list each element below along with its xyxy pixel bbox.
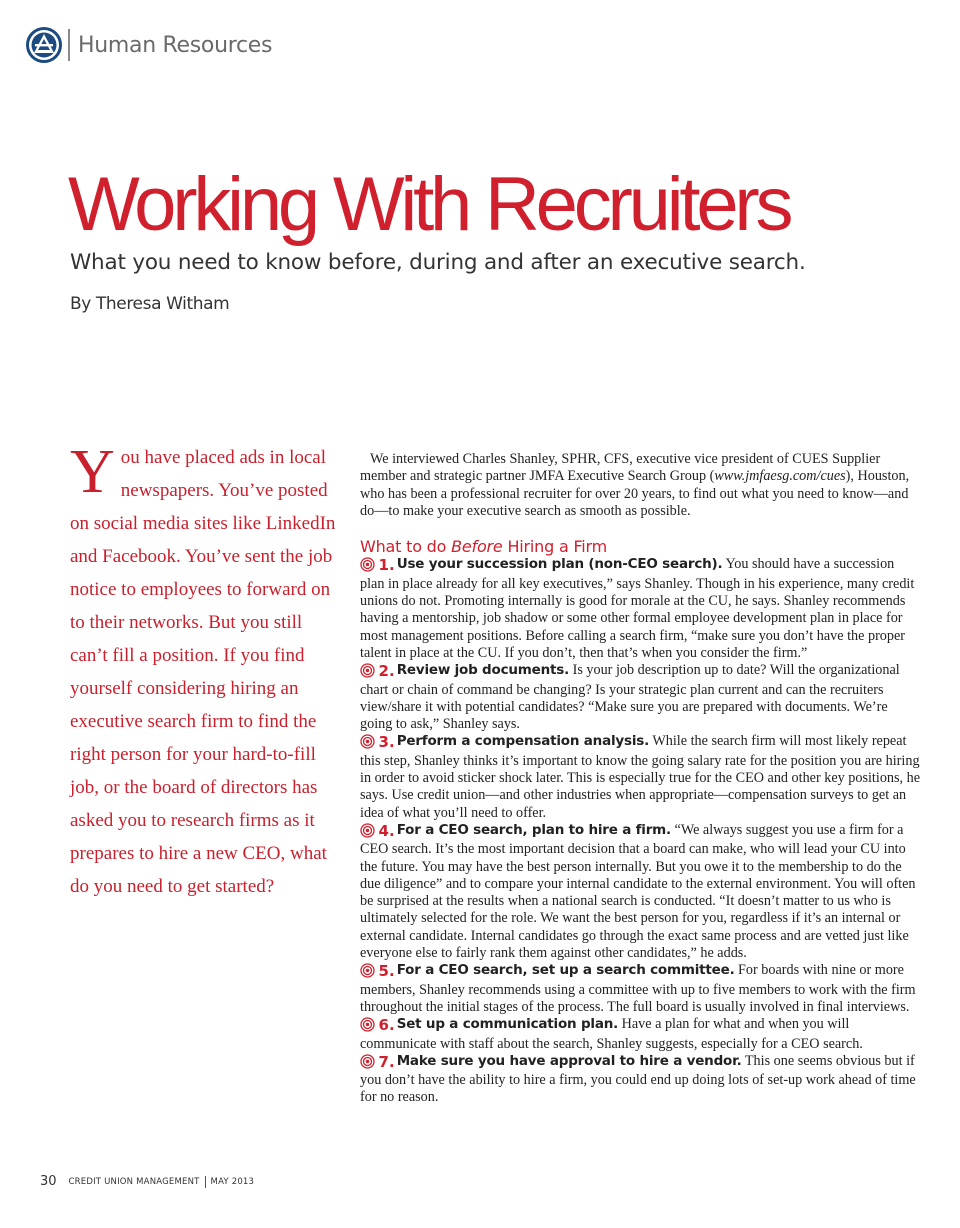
- step-title: For a CEO search, set up a search committee.: [396, 962, 735, 979]
- article-deck: What you need to know before, during and after an executive search.: [70, 250, 806, 275]
- step-5: [360, 962, 920, 1016]
- step-title: Perform a compensation analysis.: [396, 733, 650, 750]
- subhead-suffix: Hiring a Firm: [502, 537, 608, 557]
- header-divider: [68, 29, 70, 61]
- step-text: You should have a succession plan in place already for all key executives,” says Shanley. Though in his experience, many credit unions do not. Promoting internally is good for morale at the CU, he says. Shanley recommends having a mentorship, job shadow or some other formal employee development plan in place for most management positions. Before calling a search firm, “make sure you don’t have the proper talent in place at the CU. If you don’t, then that’s when you consider the firm.”: [360, 556, 915, 661]
- step-bullet: [360, 823, 397, 841]
- target-icon: [360, 663, 375, 678]
- page-footer: [40, 1174, 254, 1189]
- target-icon: [360, 1017, 375, 1032]
- step-text: Is your job description up to date? Will the organizational chart or chain of command be changing? Is your strategic plan current and can the recruiters view/share it with potential candidates? “Make sure you are prepared with documents. We’re going to ask,” Shanley says.: [360, 662, 900, 733]
- step-number: 5.: [378, 962, 395, 981]
- step-title: Set up a communication plan.: [396, 1016, 619, 1033]
- step-bullet: [360, 734, 397, 752]
- step-number: 3.: [378, 733, 395, 752]
- intro-url-link[interactable]: www.jmfaesg.com/cues: [714, 468, 846, 485]
- step-bullet: [360, 557, 397, 575]
- step-3: [360, 733, 920, 821]
- section-subhead: [360, 538, 920, 555]
- step-bullet: [360, 1017, 397, 1035]
- pull-quote-text: ou have placed ads in local newspapers. You’ve posted on social media sites like LinkedIn and Facebook. You’ve sent the job notice to employees to forward on to their networks. But you still can’t fill a position. If you find yourself considering hiring an executive search firm to find the right person for your hard-to-fill job, or the board of directors has asked you to research firms as it prepares to hire a new CEO, what do you need to get started?: [70, 447, 336, 897]
- step-title: Make sure you have approval to hire a vendor.: [396, 1052, 742, 1069]
- publication-name: CREDIT UNION MANAGEMENT: [68, 1176, 200, 1187]
- page-number: 30: [40, 1174, 57, 1189]
- target-icon: [360, 557, 375, 572]
- cues-logo-icon: [26, 27, 62, 63]
- target-icon: [360, 963, 375, 978]
- step-text: While the search firm will most likely repeat this step, Shanley thinks it’s important to know the going salary rate for the position you are hiring in order to avoid sticker shock later. This is especially true for the CEO and other key positions, he says. Use credit union—and other industries when appropriate—compensation surveys to get an idea of what you’ll need to offer.: [360, 733, 921, 821]
- step-number: 4.: [378, 821, 395, 840]
- step-text: For boards with nine or more members, Shanley recommends using a committee with up to five members to work with the firm throughout the initial stages of the process. The full board is usually involved in final interviews.: [360, 962, 916, 1015]
- step-text: This one seems obvious but if you don’t have the ability to hire a firm, you could end up doing lots of set-up work ahead of time for no reason.: [360, 1052, 916, 1106]
- step-7: [360, 1053, 920, 1107]
- step-bullet: [360, 663, 397, 681]
- target-icon: [360, 823, 375, 838]
- article-title: Working With Recruiters: [68, 162, 790, 247]
- target-icon: [360, 1054, 375, 1069]
- issue-date: MAY 2013: [210, 1176, 255, 1187]
- step-title: Review job documents.: [396, 662, 570, 679]
- step-bullet: [360, 1054, 397, 1072]
- drop-cap: Y: [70, 438, 115, 506]
- section-title: Human Resources: [78, 32, 273, 58]
- step-2: [360, 662, 920, 733]
- article-body: [360, 451, 920, 1107]
- step-title: Use your succession plan (non-CEO search).: [396, 556, 723, 573]
- step-bullet: [360, 963, 397, 981]
- step-number: 1.: [378, 556, 395, 575]
- intro-text-before: We interviewed Charles Shanley, SPHR, CFS, executive vice president of CUES Supplier member and strategic partner JMFA Executive Search Group (: [360, 451, 881, 485]
- step-text: Have a plan for what and when you will communicate with staff about the search, Shanley suggests, especially for a CEO search.: [360, 1016, 863, 1052]
- step-title: For a CEO search, plan to hire a firm.: [396, 821, 671, 838]
- intro-paragraph: [360, 451, 920, 520]
- step-number: 6.: [378, 1016, 395, 1035]
- target-icon: [360, 734, 375, 749]
- subhead-emphasis: Before: [451, 537, 503, 557]
- step-4: [360, 822, 920, 962]
- pull-quote: [70, 438, 340, 903]
- section-header: [26, 26, 272, 64]
- step-text: “We always suggest you use a firm for a CEO search. It’s the most important decision that a board can make, who will lead your CU into the future. You may have the best person internally. But you owe it to the membership to do the due diligence” and to compare your internal candidate to the external environment. You will often be surprised at the results when a national search is conducted. “It doesn’t matter to us who is ultimately selected for the role. We want the best person for you, regardless if it’s an internal or external candidate. Internal candidates go through the exact same process and are vetted just like everyone else to fairly rank them against other candidates,” he adds.: [360, 821, 916, 962]
- step-number: 2.: [378, 662, 395, 681]
- step-6: [360, 1016, 920, 1053]
- subhead-prefix: What to do: [360, 537, 452, 557]
- footer-divider: [205, 1176, 206, 1188]
- byline: By Theresa Witham: [70, 294, 230, 314]
- step-number: 7.: [378, 1052, 395, 1071]
- intro-text-after: ), Houston, who has been a professional recruiter for over 20 years, to find out what you need to know—and do—to make your executive search as smooth as possible.: [360, 468, 910, 519]
- step-1: [360, 556, 920, 662]
